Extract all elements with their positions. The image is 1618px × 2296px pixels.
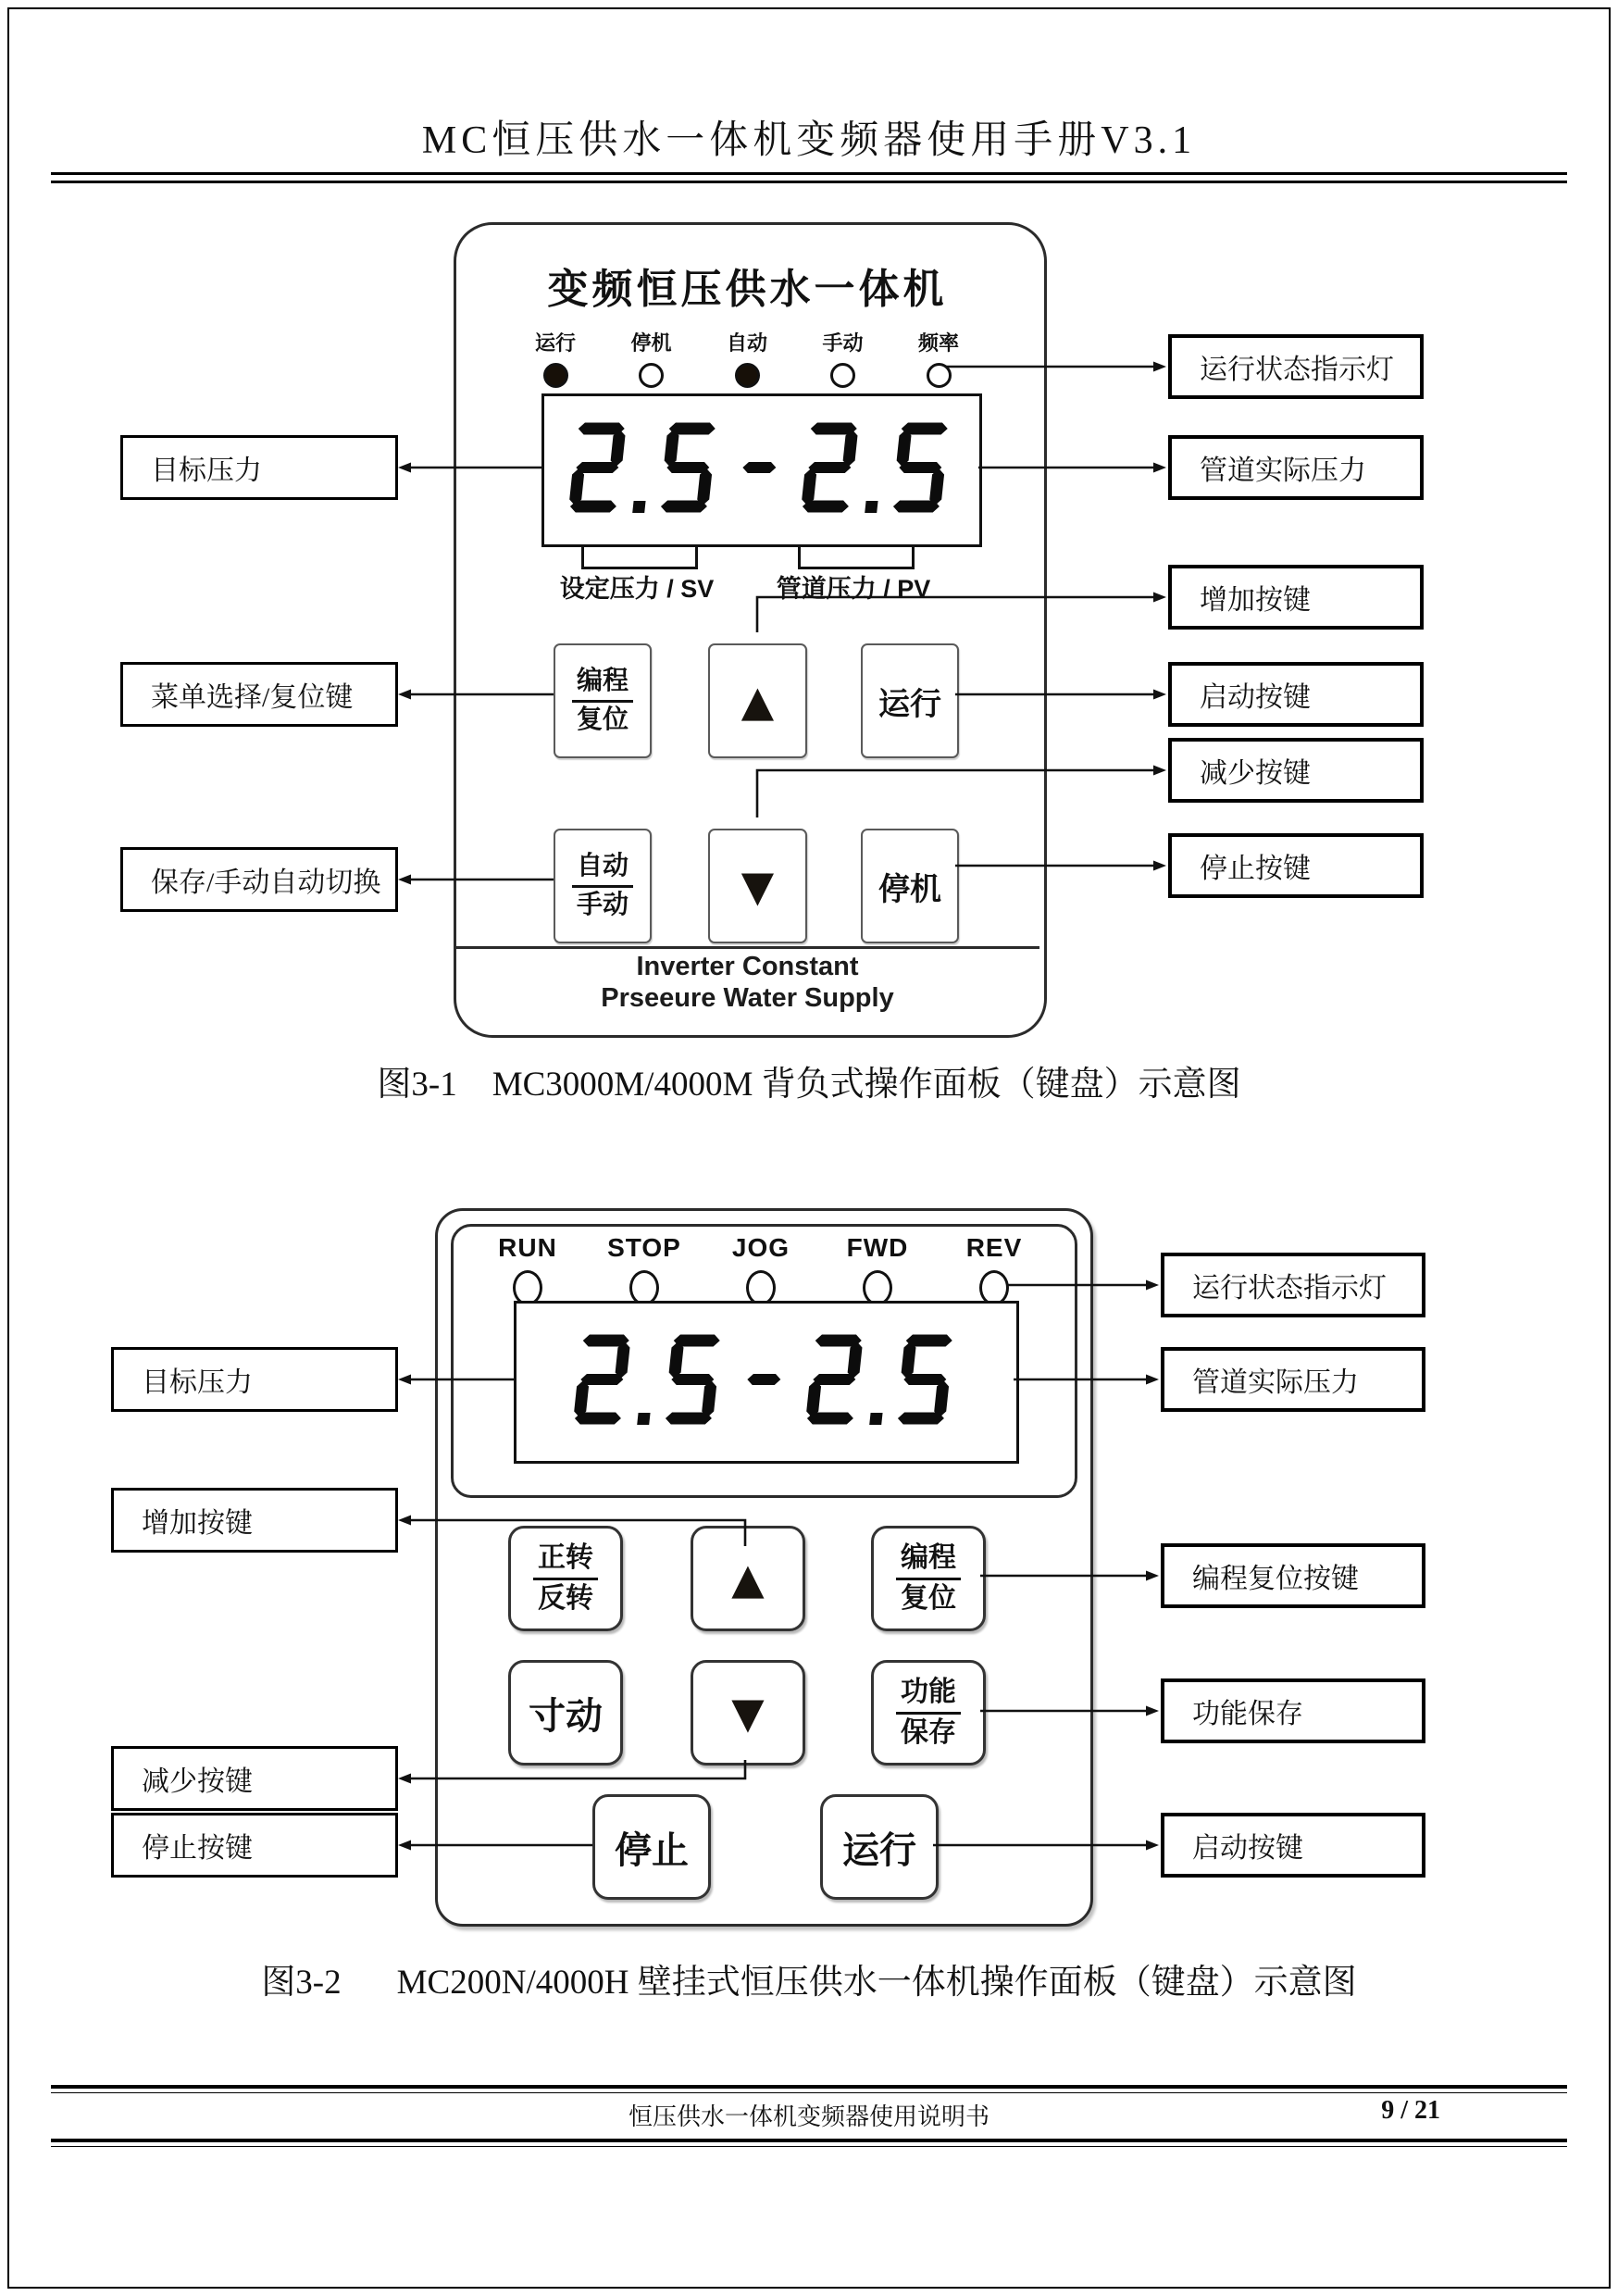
indicator-label: 停机 xyxy=(630,331,672,355)
document-title: MC恒压供水一体机变频器使用手册V3.1 xyxy=(421,119,1197,162)
callout-pipe-pressure-1: 管道实际压力 xyxy=(1168,435,1424,500)
panel1-pv-label: 管道压力 / PV xyxy=(776,575,931,603)
indicator-label: 手动 xyxy=(822,331,864,355)
led-on-icon xyxy=(543,363,568,388)
callout-increase-key-2: 增加按键 xyxy=(111,1488,398,1553)
panel1-run-label: 运行 xyxy=(878,687,941,722)
figure1-caption-tag: 图3-1 xyxy=(377,1066,457,1104)
panel2-up-button xyxy=(691,1526,805,1631)
figure2-caption xyxy=(0,1953,1618,2003)
panel2-seven-segment-readout xyxy=(514,1301,1014,1458)
panel2-program-reset-button xyxy=(871,1526,986,1631)
indicator-停机 xyxy=(607,328,696,388)
panel1-seven-segment-readout xyxy=(541,393,977,542)
callout-decrease-key-2: 减少按键 xyxy=(111,1746,398,1811)
indicator-FWD xyxy=(833,1233,922,1305)
panel2-run-button xyxy=(820,1794,939,1900)
figure1-caption-text: MC3000M/4000M 背负式操作面板（键盘）示意图 xyxy=(492,1066,1241,1104)
page-number: 9 / 21 xyxy=(1381,2096,1440,2125)
panel1-program-reset-button xyxy=(554,643,652,758)
figure2-caption-text: MC200N/4000H 壁挂式恒压供水一体机操作面板（键盘）示意图 xyxy=(396,1964,1357,2002)
callout-target-pressure-2: 目标压力 xyxy=(111,1347,398,1412)
panel1-brand-line1: Inverter Constant xyxy=(636,952,859,981)
panel2-function-label: 功能 xyxy=(896,1677,961,1715)
callout-save-auto-manual-switch: 保存/手动自动切换 xyxy=(120,847,398,912)
callout-program-reset-key: 编程复位按键 xyxy=(1161,1543,1425,1608)
footer-rule-bottom-thin xyxy=(51,2146,1567,2147)
callout-stop-key-2: 停止按键 xyxy=(111,1813,398,1878)
panel2-reverse-label: 反转 xyxy=(538,1582,593,1614)
panel1-brand-divider xyxy=(455,946,1039,949)
panel2-indicator-row xyxy=(483,1233,1039,1305)
led-off-icon xyxy=(830,363,855,388)
callout-decrease-key-1: 减少按键 xyxy=(1168,738,1424,803)
panel2-jog-button xyxy=(508,1660,623,1766)
callout-status-leds-1: 运行状态指示灯 xyxy=(1168,334,1424,399)
indicator-RUN xyxy=(483,1233,572,1305)
footer-rule-top-thin xyxy=(51,2092,1567,2093)
callout-function-save: 功能保存 xyxy=(1161,1678,1425,1743)
indicator-label: FWD xyxy=(846,1233,909,1262)
indicator-label: 自动 xyxy=(726,331,767,355)
footer-doc-title: 恒压供水一体机变频器使用说明书 xyxy=(628,2103,989,2130)
panel1-stop-label: 停机 xyxy=(878,872,941,907)
panel1-reset-label: 复位 xyxy=(576,705,629,734)
indicator-STOP xyxy=(600,1233,689,1305)
footer-rule-top xyxy=(51,2085,1567,2089)
up-arrow-icon: ▲ xyxy=(741,676,775,726)
indicator-label: JOG xyxy=(731,1233,790,1262)
panel1-sv-label: 设定压力 / SV xyxy=(559,575,715,603)
panel2-stop-label: 停止 xyxy=(615,1828,689,1871)
header-rule-bottom xyxy=(51,181,1567,183)
led-off-icon xyxy=(639,363,664,388)
led-off-icon xyxy=(927,363,952,388)
footer-rule-bottom xyxy=(51,2139,1567,2142)
panel1-up-button xyxy=(708,643,807,758)
down-arrow-icon: ▼ xyxy=(731,1688,765,1738)
indicator-label: RUN xyxy=(498,1233,557,1262)
callout-status-leds-2: 运行状态指示灯 xyxy=(1161,1253,1425,1317)
indicator-频率 xyxy=(894,328,983,388)
panel1-pv-bracket xyxy=(798,544,915,569)
callout-pipe-pressure-2: 管道实际压力 xyxy=(1161,1347,1425,1412)
panel1-auto-manual-button xyxy=(554,829,652,943)
indicator-REV xyxy=(950,1233,1039,1305)
panel2-stop-button xyxy=(592,1794,711,1900)
panel1-manual-label: 手动 xyxy=(576,890,629,919)
callout-start-key-1: 启动按键 xyxy=(1168,662,1424,727)
figure1-caption xyxy=(0,1055,1618,1105)
panel1-down-button xyxy=(708,829,807,943)
panel1-title: 变频恒压供水一体机 xyxy=(547,267,948,312)
panel2-jog-label: 寸动 xyxy=(529,1694,603,1737)
up-arrow-icon: ▲ xyxy=(731,1554,765,1603)
indicator-label: REV xyxy=(965,1233,1023,1262)
callout-start-key-2: 启动按键 xyxy=(1161,1813,1425,1878)
indicator-label: STOP xyxy=(607,1233,681,1262)
panel1-run-button xyxy=(861,643,959,758)
panel2-down-button xyxy=(691,1660,805,1766)
panel1-sv-bracket xyxy=(581,544,698,569)
led-on-icon xyxy=(735,363,760,388)
panel1-program-label: 编程 xyxy=(572,667,633,702)
panel1-indicator-row xyxy=(511,328,983,388)
panel2-run-label: 运行 xyxy=(842,1828,916,1871)
indicator-运行 xyxy=(511,328,600,388)
header-rule-top xyxy=(51,172,1567,175)
panel2-program-label: 编程 xyxy=(896,1542,961,1580)
callout-stop-key-1: 停止按键 xyxy=(1168,833,1424,898)
panel2-reset-label: 复位 xyxy=(901,1582,956,1614)
panel2-fwd-rev-button xyxy=(508,1526,623,1631)
indicator-label: 运行 xyxy=(534,331,576,355)
panel2-function-save-button xyxy=(871,1660,986,1766)
panel2-forward-label: 正转 xyxy=(533,1542,598,1580)
callout-menu-reset-key: 菜单选择/复位键 xyxy=(120,662,398,727)
panel1-auto-label: 自动 xyxy=(572,852,633,887)
panel2-save-label: 保存 xyxy=(901,1716,956,1748)
callout-target-pressure-1: 目标压力 xyxy=(120,435,398,500)
indicator-label: 频率 xyxy=(917,331,959,355)
indicator-JOG xyxy=(716,1233,805,1305)
down-arrow-icon: ▼ xyxy=(741,861,775,911)
indicator-手动 xyxy=(799,328,888,388)
indicator-自动 xyxy=(703,328,791,388)
callout-increase-key-1: 增加按键 xyxy=(1168,565,1424,630)
panel1-brand-line2: Prseeure Water Supply xyxy=(601,983,894,1013)
panel1-stop-button xyxy=(861,829,959,943)
figure2-caption-tag: 图3-2 xyxy=(261,1964,342,2002)
